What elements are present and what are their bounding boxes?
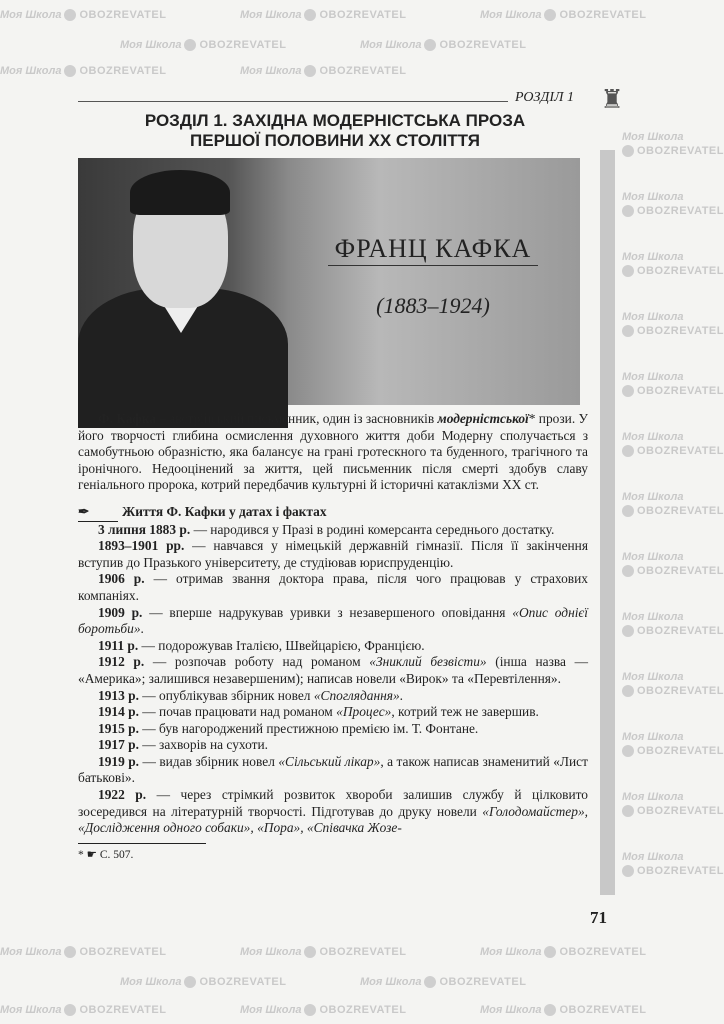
work-title: «Зниклий безвісти» — [369, 654, 487, 670]
watermark-brand: OBOZREVATEL — [319, 946, 407, 958]
fact-text: — навчався у німецькій державній гімназії. Після її закінчення вступив до Празького університету, де студіював юриспруденцію. — [78, 538, 588, 570]
watermark-brand: OBOZREVATEL — [637, 565, 724, 577]
watermark-brand: OBOZREVATEL — [637, 385, 724, 397]
watermark-brand: OBOZREVATEL — [637, 685, 724, 697]
watermark-brand: OBOZREVATEL — [319, 1004, 407, 1016]
running-header: РОЗДІЛ 1 — [515, 90, 574, 105]
watermark-logo-icon — [64, 9, 76, 21]
work-title: «Опис однієї боротьби» — [78, 604, 588, 637]
watermark-logo-icon — [622, 805, 634, 817]
watermark-logo-icon — [184, 39, 196, 51]
fact-item — [78, 538, 588, 571]
watermark — [480, 945, 646, 959]
watermark-brand: OBOZREVATEL — [559, 946, 647, 958]
watermark — [0, 64, 166, 78]
fact-item — [78, 571, 588, 604]
author-name: ФРАНЦ КАФКА — [328, 233, 538, 266]
watermark — [360, 38, 526, 52]
watermark-logo-icon — [304, 1004, 316, 1016]
watermark-school: Моя Школа — [240, 1004, 302, 1016]
fact-item — [78, 654, 588, 687]
body-text — [78, 411, 588, 862]
fact-date: 1906 р. — [98, 571, 145, 587]
fact-tail: (інша назва — «Америка»; залишився незавершеним); написав новели «Вирок» та «Перевтілення». — [78, 654, 589, 686]
title-line-1: РОЗДІЛ 1. ЗАХІДНА МОДЕРНІСТСЬКА ПРОЗА — [144, 111, 526, 130]
fact-item — [78, 522, 588, 539]
watermark — [622, 670, 724, 698]
facts-heading-text: Життя Ф. Кафки у датах і фактах — [122, 503, 327, 519]
watermark-brand: OBOZREVATEL — [79, 65, 167, 77]
chapter-title — [80, 111, 590, 151]
watermark-brand: OBOZREVATEL — [439, 39, 527, 51]
watermark — [622, 130, 724, 158]
watermark-school: Моя Школа — [622, 191, 684, 203]
fact-item — [78, 638, 588, 655]
watermark-logo-icon — [622, 505, 634, 517]
watermark-school: Моя Школа — [240, 946, 302, 958]
watermark — [622, 190, 724, 218]
watermark-logo-icon — [622, 385, 634, 397]
watermark — [120, 975, 286, 989]
fact-item — [78, 688, 588, 705]
watermark-brand: OBOZREVATEL — [637, 265, 724, 277]
fact-text: — захворів на сухоти. — [138, 737, 268, 753]
facts-list — [78, 522, 588, 837]
watermark-brand: OBOZREVATEL — [637, 445, 724, 457]
watermark-logo-icon — [304, 65, 316, 77]
fact-tail: , а також написав знаменитий «Лист батькові». — [78, 753, 588, 786]
watermark — [240, 64, 406, 78]
fact-text: — через стрімкий розвиток хвороби залишив службу й цілковито зосередився на літературній творчості. Підготував до друку новели — [78, 787, 588, 819]
kafka-portrait — [78, 158, 580, 405]
intro-text-1: – австрійський письменник, один із засновників — [155, 411, 438, 426]
fact-date: 1922 р. — [98, 787, 147, 803]
watermark-logo-icon — [424, 976, 436, 988]
watermark — [240, 945, 406, 959]
fact-tail: . — [399, 687, 404, 703]
watermark — [622, 850, 724, 878]
watermark — [622, 370, 724, 398]
watermark-school: Моя Школа — [480, 1004, 542, 1016]
watermark-school: Моя Школа — [622, 311, 684, 323]
watermark-brand: OBOZREVATEL — [319, 9, 407, 21]
author-years: (1883–1924) — [376, 293, 490, 318]
fact-item — [78, 721, 588, 738]
footnote-text: С. 507. — [99, 848, 134, 861]
fact-item — [78, 754, 588, 787]
watermark-brand: OBOZREVATEL — [199, 39, 287, 51]
watermark — [622, 790, 724, 818]
watermark-school: Моя Школа — [622, 791, 684, 803]
watermark-logo-icon — [622, 565, 634, 577]
watermark-brand: OBOZREVATEL — [637, 505, 724, 517]
fact-text: — почав працювати над романом — [138, 704, 337, 720]
watermark — [622, 730, 724, 758]
watermark-logo-icon — [622, 625, 634, 637]
watermark — [622, 250, 724, 278]
watermark-school: Моя Школа — [0, 9, 62, 21]
watermark — [360, 975, 526, 989]
watermark-school: Моя Школа — [360, 39, 422, 51]
side-margin-bar — [600, 150, 615, 895]
watermark-brand: OBOZREVATEL — [559, 9, 647, 21]
watermark-school: Моя Школа — [622, 611, 684, 623]
term-link[interactable]: модерністської — [437, 411, 529, 426]
watermark-school: Моя Школа — [480, 9, 542, 21]
fact-date: 1914 р. — [98, 704, 139, 720]
watermark-logo-icon — [64, 65, 76, 77]
watermark-logo-icon — [64, 946, 76, 958]
fact-text: — розпочав роботу над романом — [144, 654, 370, 670]
watermark-school: Моя Школа — [360, 976, 422, 988]
fact-text: — був нагороджений престижною премією ім. Т. Фонтане. — [138, 720, 479, 736]
work-title: «Голодомайстер», «Дослідження одного собаки», «Пора», «Співачка Жозе- — [78, 803, 588, 836]
watermark-school: Моя Школа — [622, 851, 684, 863]
watermark-brand: OBOZREVATEL — [637, 625, 724, 637]
fact-date: 3 липня 1883 р. — [98, 521, 191, 537]
watermark — [0, 1003, 166, 1017]
facts-heading — [78, 504, 588, 522]
watermark-school: Моя Школа — [622, 371, 684, 383]
fact-text: — видав збірник новел — [139, 753, 279, 769]
watermark-school: Моя Школа — [0, 1004, 62, 1016]
fact-item — [78, 787, 588, 837]
watermark-school: Моя Школа — [480, 946, 542, 958]
footnote — [78, 848, 588, 862]
watermark-logo-icon — [184, 976, 196, 988]
watermark-logo-icon — [622, 685, 634, 697]
watermark — [622, 490, 724, 518]
watermark-brand: OBOZREVATEL — [637, 865, 724, 877]
watermark-logo-icon — [622, 445, 634, 457]
watermark-brand: OBOZREVATEL — [637, 805, 724, 817]
watermark-logo-icon — [64, 1004, 76, 1016]
watermark — [622, 550, 724, 578]
watermark-logo-icon — [544, 1004, 556, 1016]
watermark-school: Моя Школа — [240, 9, 302, 21]
fact-text: — подорожував Італією, Швейцарією, Францією. — [138, 637, 425, 653]
intro-text-2: * прози. У його творчості глибина осмислення духовного життя доби Модерну сполучається з самобутньою образністю, яка балансує на грані гротескного та буденного, трагічного та іронічного. Недооцінений за життя, цей письменник після смерті здобув славу геніального пророка, котрий передбачив культурні й історичні катаклізми XX ст. — [78, 411, 588, 493]
watermark — [480, 1003, 646, 1017]
watermark-logo-icon — [304, 9, 316, 21]
watermark-brand: OBOZREVATEL — [319, 65, 407, 77]
pointing-hand-icon: ☛ — [86, 848, 97, 861]
fact-date: 1909 р. — [98, 604, 143, 620]
quill-icon: ✒ — [78, 504, 118, 522]
fact-date: 1919 р. — [98, 753, 140, 769]
watermark-school: Моя Школа — [0, 65, 62, 77]
watermark-logo-icon — [622, 145, 634, 157]
watermark-logo-icon — [622, 325, 634, 337]
fact-text: — вперше надрукував уривки з незавершеного оповідання — [142, 604, 513, 620]
column-ornament-icon: ♜ — [600, 85, 624, 114]
watermark-logo-icon — [622, 205, 634, 217]
watermark-school: Моя Школа — [622, 731, 684, 743]
header-rule — [78, 101, 508, 102]
intro-lead: Ф. Кафка — [98, 411, 156, 426]
watermark-school: Моя Школа — [240, 65, 302, 77]
footnote-rule — [78, 843, 206, 844]
watermark-school: Моя Школа — [0, 946, 62, 958]
fact-date: 1917 р. — [98, 737, 139, 753]
page-number: 71 — [590, 908, 607, 927]
work-title: «Процес» — [336, 704, 392, 720]
watermark-school: Моя Школа — [622, 431, 684, 443]
watermark — [240, 1003, 406, 1017]
watermark-school: Моя Школа — [120, 39, 182, 51]
title-line-2: ПЕРШОЇ ПОЛОВИНИ XX СТОЛІТТЯ — [190, 131, 480, 150]
fact-text: — опублікував збірник новел — [138, 687, 314, 703]
watermark-logo-icon — [304, 946, 316, 958]
footnote-mark: * — [78, 848, 84, 861]
watermark-brand: OBOZREVATEL — [637, 745, 724, 757]
watermark-logo-icon — [424, 39, 436, 51]
watermark-brand: OBOZREVATEL — [637, 205, 724, 217]
watermark-school: Моя Школа — [622, 491, 684, 503]
watermark — [622, 430, 724, 458]
watermark-school: Моя Школа — [622, 131, 684, 143]
watermark — [480, 8, 646, 22]
watermark-logo-icon — [622, 865, 634, 877]
watermark-school: Моя Школа — [622, 551, 684, 563]
watermark-brand: OBOZREVATEL — [439, 976, 527, 988]
fact-date: 1911 р. — [98, 637, 139, 653]
watermark — [622, 310, 724, 338]
watermark-logo-icon — [622, 745, 634, 757]
fact-item — [78, 704, 588, 721]
watermark-brand: OBOZREVATEL — [637, 145, 724, 157]
watermark-brand: OBOZREVATEL — [79, 9, 167, 21]
fact-date: 1912 р. — [98, 654, 145, 670]
watermark — [0, 8, 166, 22]
fact-text: — отримав звання доктора права, після чого працював у страхових компаніях. — [78, 571, 588, 603]
fact-date: 1915 р. — [98, 720, 139, 736]
watermark — [240, 8, 406, 22]
watermark-school: Моя Школа — [120, 976, 182, 988]
fact-date: 1913 р. — [98, 687, 139, 703]
watermark-logo-icon — [544, 946, 556, 958]
watermark-brand: OBOZREVATEL — [637, 325, 724, 337]
work-title: «Сільський лікар» — [278, 753, 381, 769]
fact-item — [78, 737, 588, 754]
watermark-brand: OBOZREVATEL — [559, 1004, 647, 1016]
fact-date: 1893–1901 рр. — [98, 538, 185, 554]
watermark — [0, 945, 166, 959]
watermark-brand: OBOZREVATEL — [199, 976, 287, 988]
work-title: «Споглядання» — [313, 687, 400, 703]
watermark-school: Моя Школа — [622, 671, 684, 683]
watermark — [622, 610, 724, 638]
fact-text: — народився у Празі в родині комерсанта середнього достатку. — [190, 521, 555, 537]
watermark-logo-icon — [622, 265, 634, 277]
fact-tail: . — [140, 621, 144, 637]
fact-tail: , котрий теж не завершив. — [391, 704, 539, 720]
watermark-brand: OBOZREVATEL — [79, 1004, 167, 1016]
watermark-brand: OBOZREVATEL — [79, 946, 167, 958]
portrait-hair — [130, 170, 230, 215]
watermark-school: Моя Школа — [622, 251, 684, 263]
watermark-logo-icon — [544, 9, 556, 21]
intro-paragraph — [78, 411, 588, 494]
watermark — [120, 38, 286, 52]
fact-item — [78, 605, 588, 638]
